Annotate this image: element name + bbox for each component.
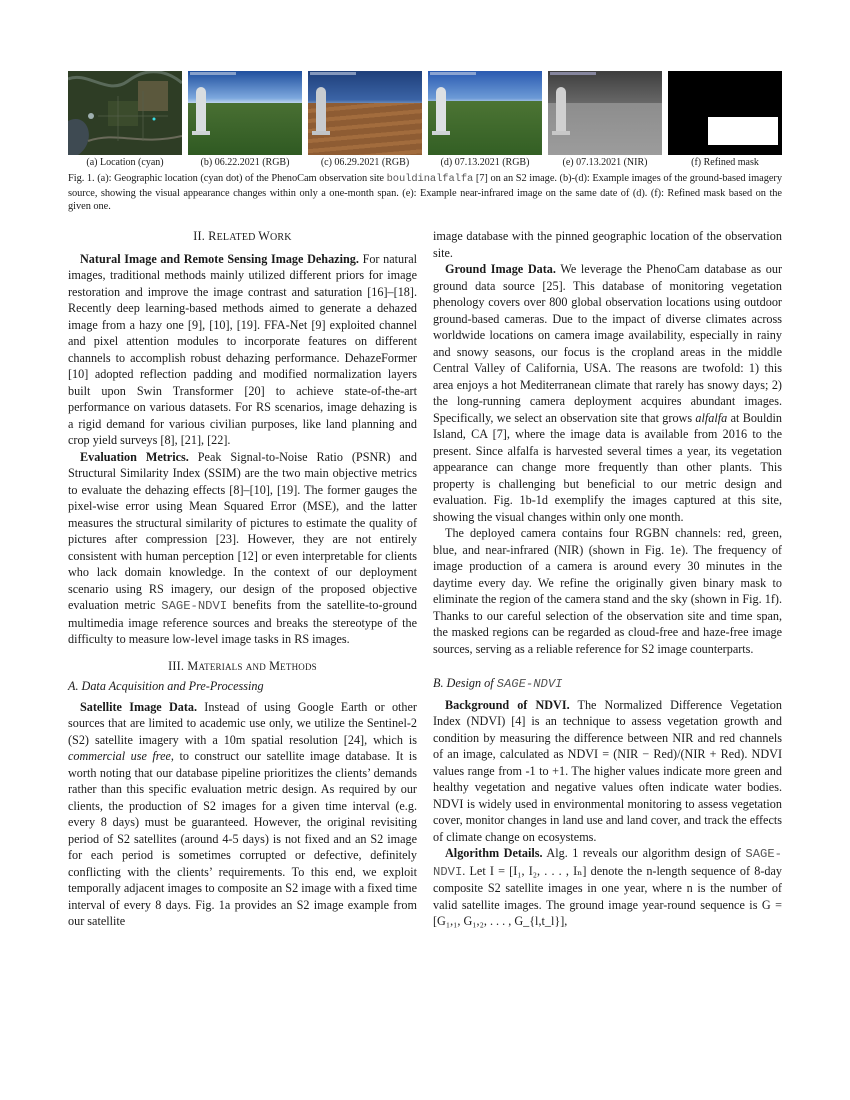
- panel-a-satellite-image: [68, 71, 182, 155]
- camera-stand: [436, 87, 446, 135]
- camera-stand: [316, 87, 326, 135]
- paragraph-evaluation-metrics: Evaluation Metrics. Peak Signal-to-Noise Ratio (PSNR) and Structural Similarity Index (SSIM) are the two main objective metrics to evaluate the dehazing effects [8]–[10], [19]. The former gauges the pixel-wise error using Mean Squared Error (MSE), and the latter measures the structural similarity of pictures to estimate the quality of pictures after compression [23]. However, they are not entirely consistent with human perception [12] or even interpretable for clients who lack domain knowledge. In the context of our deployment scenario using RS imagery, our design of the proposed objective evaluation metric SAGE-NDVI benefits from the satellite-to-ground multimedia image reference sources and breaks the stereotype of the difficulty to measure low-level image tasks in RS images.: [68, 449, 417, 646]
- camera-stand: [196, 87, 206, 135]
- camera-stand: [556, 87, 566, 135]
- satellite-map-image: [68, 71, 182, 155]
- paragraph-satellite-image-data: Satellite Image Data. Instead of using Google Earth or other sources that are limited to academic use only, we utilize the Sentinel-2 (S2) satellite imagery with a 10m spatial resolution [24], which is commercial use free, to construct our satellite image database. It is worth noting that our database pipeline prioritizes the clients’ demands rather than this specific evaluation metric design. As required by our clients, the production of S2 images for a given time interval (e.g. every 8 days) must be guaranteed. However, the original revisiting period of S2 satellites (around 4-5 days) is not fixed and an S2 image for each period is sometimes corrupted or defective, definitely conflicting with the clients’ requirements. To this end, we exploit temporally adjacent images to composite an S2 image with a fixed time interval of every 8 days. Fig. 1a provides an S2 image example from our satellite: [68, 699, 417, 928]
- site-code: bouldinalfalfa: [386, 173, 474, 185]
- panel-b-ground-image: [188, 71, 302, 155]
- right-column: [433, 228, 782, 930]
- paragraph-ground-image-data: Ground Image Data. We leverage the PhenoCam database as our ground data source [25]. This database of monitoring vegetation phenology covers over 800 global observation locations using outdoor ground-based cameras. Due to the impact of diverse climates across worldwide locations on camera image availability, especially in rainy and snowy seasons, our focus is the cropland areas in the middle Central Valley of California, USA. The reasons are twofold: 1) this area enjoys a hot Mediterranean climate that rarely has snowy days; 2) the long-running camera deployment acquires abundant images. Specifically, we select an observation site that grows alfalfa at Bouldin Island, CA [7], where the image data is available from 2016 to the present. Since alfalfa is harvested several times a year, its vegetation appearance can change more frequently than other plants. This property is challenging but beneficial to our metric design and evaluation. Fig. 1b-1d exemplify the images captured at this site, showing the visual changes within only one month.: [433, 262, 783, 524]
- section-heading-materials-methods: III. Materials and Methods: [168, 658, 317, 673]
- left-column: [68, 228, 417, 930]
- mask-valid-region: [708, 117, 778, 145]
- panel-a-caption: (a) Location (cyan): [86, 157, 164, 168]
- paragraph-algorithm-details: Algorithm Details. Alg. 1 reveals our algorithm design of SAGE-NDVI. Let I = [I₁, I₂, . . . , Iₙ] denote the n-length sequence of 8-day composite S2 satellite images in one year, where n is the number of valid satellite images. The ground image year-round sequence is G = [G₁,₁, G₁,₂, . . . , G_{l,t_l}],: [433, 846, 782, 928]
- figure-1: [68, 71, 782, 168]
- paragraph-dehazing: Natural Image and Remote Sensing Image Dehazing. For natural images, traditional methods mainly utilized different priors for image restoration and improve the image contrast and saturation [16]–[18]. Recently deep learning-based methods aimed to generate a dehazed image from a hazy one [9], [10], [19]. FFA-Net [9] exploited channel and pixel attention modules to incorporate features on different channels to accomplish robust dehazing performance. DehazeFormer [10] adopted reflection padding and modified normalization layers built upon Swin Transformer [20] to achieve state-of-the-art performance on various datasets. For RS scenarios, image dehazing is a rigid demand for various civilian purposes, like land planning and crop yield surveys [8], [21], [22].: [68, 251, 417, 447]
- panel-e-caption: (e) 07.13.2021 (NIR): [562, 157, 648, 168]
- site-location-dot: [153, 118, 156, 121]
- subsection-heading-data-acquisition: A. Data Acquisition and Pre-Processing: [68, 679, 264, 693]
- paragraph-ndvi-background: Background of NDVI. The Normalized Difference Vegetation Index (NDVI) [4] is an technique to assess vegetation growth and condition by measuring the difference between NIR and red channels of an image, calculated as NDVI = (NIR − Red)/(NIR + Red). NDVI values range from -1 to +1. The higher values indicate more green and healthy vegetation and negative values often indicate water bodies. NDVI is widely used in environmental monitoring to assess vegetation cover, monitor changes in land use and land cover, and track the effects of climate change on ecosystems.: [433, 697, 782, 844]
- figure-caption: Fig. 1. (a): Geographic location (cyan dot) of the PhenoCam observation site bouldinalfalfa [7] on an S2 image. (b)-(d): Example images of the ground-based imagery source, showing the visual appearance changes within only a one-month span. (e): Example near-infrared image on the same date of (d). (f): Refined mask based on the given one.: [68, 173, 782, 212]
- panel-f-caption: (f) Refined mask: [691, 157, 759, 168]
- panel-d-ground-image: [428, 71, 542, 155]
- paragraph-camera-channels: The deployed camera contains four RGBN channels: red, green, blue, and near-infrared (NIR) (shown in Fig. 1e). The frequency of image production of a camera is around every 30 minutes in the daytime every day. We refine the originally given binary mask to eliminate the region of the camera stand and the sky (shown in Fig. 1f). Thanks to our careful selection of the observation site and time span, the masked regions can be regarded as cloud-free and haze-free image sources, serving as a reliable reference for S2 image counterparts.: [433, 526, 782, 656]
- panel-f-mask-image: [668, 71, 782, 155]
- panel-c-ground-image: [308, 71, 422, 155]
- panel-c-caption: (c) 06.29.2021 (RGB): [320, 157, 410, 168]
- panel-b-caption: (b) 06.22.2021 (RGB): [200, 157, 290, 168]
- paragraph-continuation: image database with the pinned geographic location of the observation site.: [433, 229, 782, 260]
- panel-e-nir-image: [548, 71, 662, 155]
- subsection-heading-design: B. Design of SAGE-NDVI: [433, 676, 563, 691]
- section-heading-related-work: II. RELATED WORK: [193, 229, 292, 243]
- panel-d-caption: (d) 07.13.2021 (RGB): [440, 157, 530, 168]
